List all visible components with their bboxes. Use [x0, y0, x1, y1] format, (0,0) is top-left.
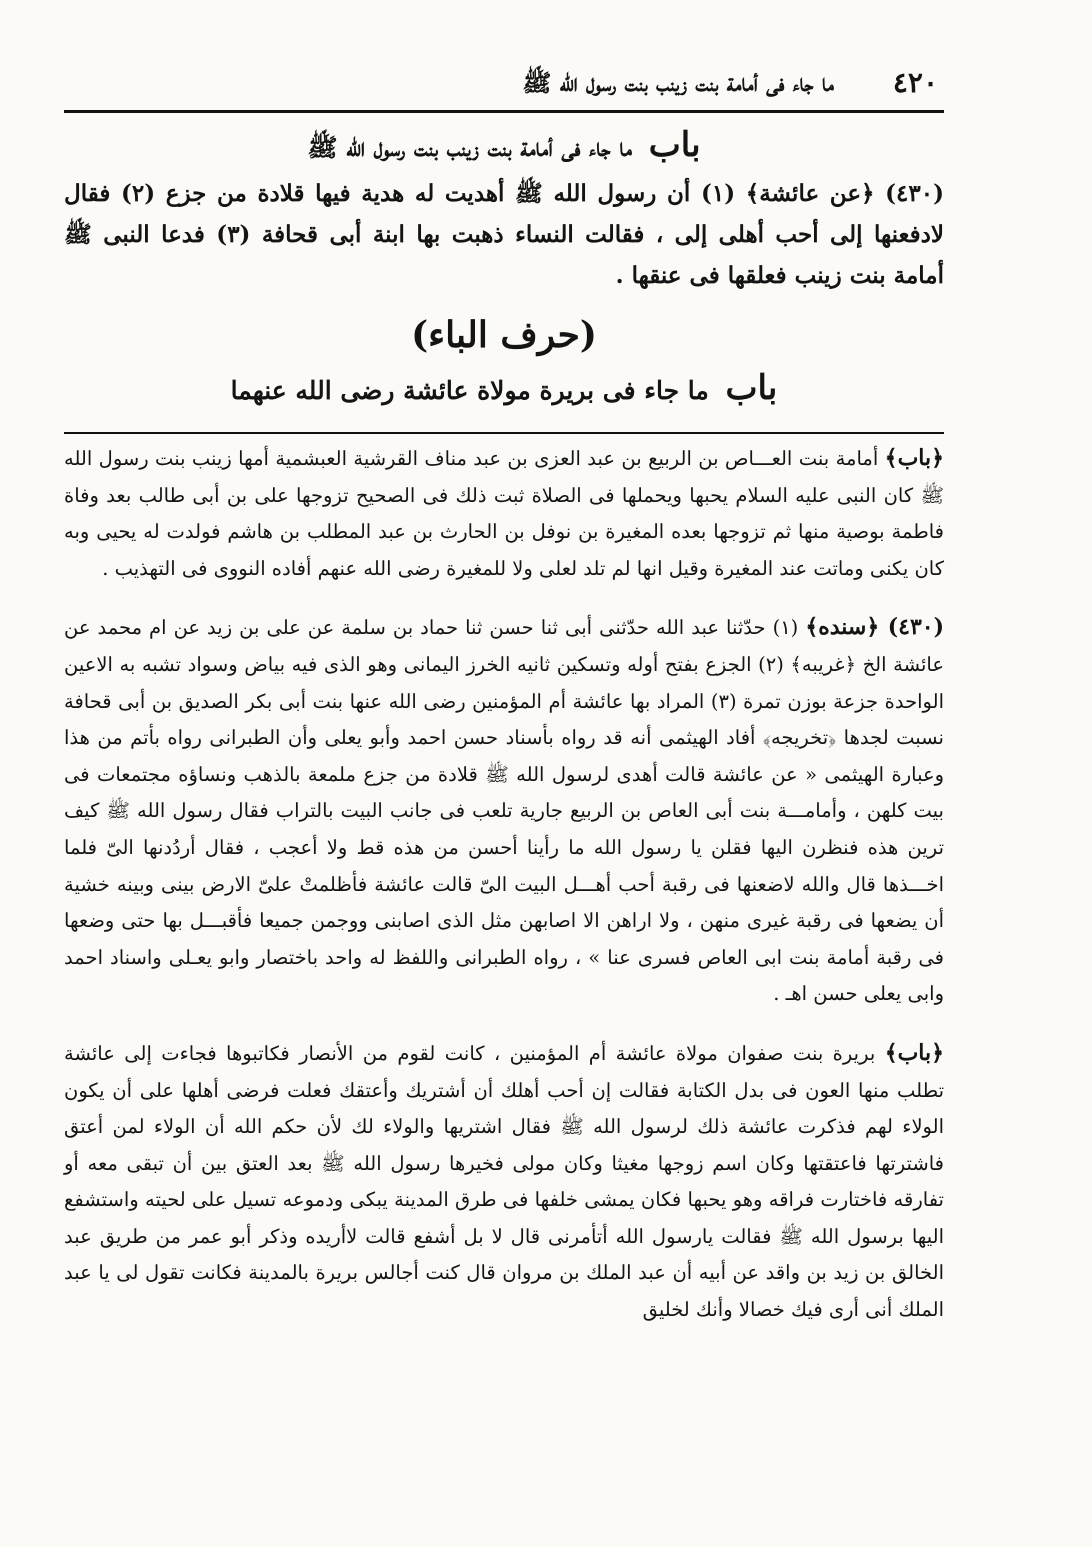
commentary-divider [64, 432, 944, 434]
running-title: ما جاء فى أمامة بنت زينب بنت رسول الله ﷺ [522, 68, 834, 97]
bab-tag: ﴿باب﴾ [884, 445, 944, 471]
heading-text: ما جاء فى بريرة مولاة عائشة رضى الله عنهما [230, 376, 709, 405]
hadith-430: (٤٣٠) ﴿عن عائشة﴾ (١) أن رسول الله ﷺ أهديت له هدية فيها قلادة من جزع (٢) فقال لادفعنها إلى أحب أهلى إلى ، فقالت النساء ذهبت بها ابنة أبى قحافة (٣) فدعا النبى ﷺ أمامة بنت زينب فعلقها فى عنقها . [64, 180, 944, 289]
book-page [64, 58, 944, 1329]
section-heading-barira [64, 368, 944, 408]
harf-ba-heading: (حرف الباء) [411, 314, 597, 356]
page-number: ٤٢٠ [892, 66, 938, 99]
bab-word: باب [648, 125, 701, 165]
commentary-text: أمامة بنت العـــاص بن الربيع بن عبد العزى بن عبد مناف القرشية العبشمية أمها زينب بنت رسول الله ﷺ كان النبى عليه السلام يحبها ويحملها فى الصلاة ثبت ذلك فى الصحيح تزوجها على بن أبى طالب بعد وفاة فاطمة بوصية منها ثم تزوجها بعده المغيرة بن نوفل بن الحارث بن عبد المطلب بن هاشم فولدت له يحيى وبه كان يكنى وماتت عند المغيرة وقيل انها لم تلد لعلى ولا للمغيرة رضى الله عنهم أفاده النووى فى التهذيب . [64, 447, 944, 580]
commentary-text: بريرة بنت صفوان مولاة عائشة أم المؤمنين ، كانت لقوم من الأنصار فكاتبوها فجاءت إلى عائشة تطلب منها العون فى بدل الكتابة فقالت إن أحب أهلك أن أشتريك وأعتقك فعلت فرضى أهلها على أن يكون الولاء لهم فذكرت عائشة ذلك لرسول الله ﷺ فقال اشتريها والولاء لك لأن حكم الله أن الولاء لمن أعتق فاشترتها فاعتقتها وكان اسم زوجها مغيثا وكان مولى فخيرها رسول الله ﷺ بعد العتق بين أن تبقى معه أو تفارقه فاختارت فراقه وهو يحبها فكان يمشى خلفها فى طرق المدينة يبكى ودموعه تسيل على لحيته واستشفع اليها برسول الله ﷺ فقالت يارسول الله أتأمرنى قال لا بل أشفع قالت لاأريده وذكر أبو عمر من طريق عبد الخالق بن زيد بن واقد عن أبيه أن عبد الملك بن مروان قال كنت أجالس بريرة بالمدينة فكانت تقول لى يا عبد الملك أنى أرى فيك خصالا وأنك لخليق [64, 1041, 944, 1322]
commentary-sanad [64, 609, 944, 1013]
commentary-text: (١) حدّثنا عبد الله حدّثنى أبى ثنا حسن ثنا حماد بن سلمة عن على بن زيد عن ام محمد عن عائشة الخ ﴿غريبه﴾ (٢) الجزع بفتح أوله وتسكين ثانيه الخرز اليمانى وهو الذى فيه بياض وسواد تشبه به الاعين الواحدة جزعة بوزن تمرة (٣) المراد بها عائشة أم المؤمنين رضى الله عنها بنت أبى بكر الصديق بن أبى قحافة نسبت لجدها ﴿تخريجه﴾ أفاد الهيثمى أنه قد رواه بأسناد حسن احمد وأبو يعلى وأن الطبرانى رواه بأتم من هذا وعبارة الهيثمى « عن عائشة قالت أهدى لرسول الله ﷺ قلادة من جزع ملمعة بالذهب ونساؤه مجتمعات فى بيت كلهن ، وأمامـــة بنت أبى العاص بن الربيع جارية تلعب فى جانب البيت بالتراب فقال رسول الله ﷺ كيف ترين هذه فنظرن اليها فقلن يا رسول الله ما رأينا أحسن من هذه قط ولا أعجب ، فقال أردُدنها الىّ فلما اخـــذها قال والله لاضعنها فى رقبة أحب أهـــل البيت الىّ قالت عائشة فأظلمتْ علىّ الارض بينى وبينه خشية أن يضعها فى رقبة غيرى منهن ، ولا اراهن الا اصابهن مثل الذى اصابنى ووجمن جميعا فأقبـــل بها حتى وضعها فى رقبة أمامة بنت ابى العاص فسرى عنا » ، رواه الطبرانى واللفظ له واحد باختصار وابو يعـلى واسناد احمد وابى يعلى حسن اهـ . [64, 616, 944, 1006]
commentary-barira [64, 1035, 944, 1329]
page-header [64, 58, 944, 113]
commentary-umama [64, 440, 944, 587]
bab-tag: ﴿باب﴾ [884, 1039, 945, 1066]
section-heading-umama [64, 125, 944, 169]
sanad-tag: (٤٣٠) ﴿سنده﴾ [805, 614, 945, 641]
heading-text: ما جاء فى أمامة بنت زينب بنت رسول الله ﷺ [307, 133, 633, 162]
bab-word: باب [725, 368, 778, 408]
